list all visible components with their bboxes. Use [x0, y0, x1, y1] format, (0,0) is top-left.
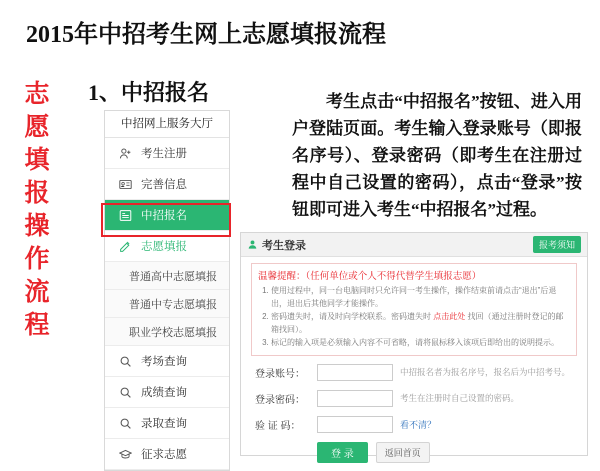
menu-item-complete-info[interactable] — [105, 169, 229, 200]
login-button[interactable]: 登 录 — [317, 442, 368, 463]
vertical-label-char: 志 — [24, 81, 50, 108]
form-row-account — [255, 364, 587, 381]
menu-item-label: 普通高中志愿填报 — [129, 270, 217, 283]
form-row-captcha — [255, 416, 587, 433]
menu-item-label: 普通中专志愿填报 — [129, 298, 217, 311]
menu-item-vocational-volunteer[interactable] — [105, 290, 229, 318]
exam-notice-button[interactable]: 报考须知 — [533, 236, 581, 253]
service-hall-menu — [104, 110, 230, 471]
step-description: 考生点击“中招报名”按钮、进入用户登陆页面。考生输入登录账号（即报名序号）、登录密码（即考生在注册过程中自己设置的密码），点击“登录”按钮即可进入考生“中招报名”过程。 — [292, 92, 582, 219]
vertical-label-char: 作 — [24, 246, 50, 273]
form-row-password — [255, 390, 587, 407]
password-hint: 考生在注册时自己设置的密码。 — [400, 393, 520, 403]
vertical-label-char: 操 — [24, 213, 50, 240]
menu-item-exam-room-query[interactable] — [105, 346, 229, 377]
captcha-label: 验 证 码： — [255, 420, 301, 432]
menu-item-volunteer-fill[interactable] — [105, 231, 229, 262]
form-icon — [119, 209, 141, 222]
password-input[interactable] — [317, 390, 393, 407]
captcha-refresh-link[interactable]: 看不清？ — [400, 419, 437, 430]
password-recover-link[interactable]: 点击此处 — [433, 312, 466, 321]
menu-item-label: 录取查询 — [141, 418, 187, 430]
account-hint: 中招报名者为报名序号，报名后为中招考号。 — [400, 367, 571, 377]
notice-item-text: 密码遗失时，请及时向学校联系。密码遗失时 — [271, 312, 434, 321]
menu-item-label: 志愿填报 — [141, 241, 187, 253]
notice-item-tail: 找回（通过注册时登记的邮箱找回）。 — [271, 312, 564, 334]
vertical-label-char: 报 — [24, 180, 50, 207]
login-form — [241, 356, 587, 463]
menu-item-label: 中招报名 — [141, 210, 187, 222]
id-card-icon — [119, 178, 141, 191]
notice-box — [251, 263, 577, 356]
login-card-title: 考生登录 — [262, 239, 306, 252]
vertical-label-char: 程 — [24, 312, 50, 339]
vertical-label-char: 填 — [24, 147, 50, 174]
user-icon — [247, 239, 258, 250]
vertical-label-char: 流 — [24, 279, 50, 306]
menu-item-highschool-volunteer[interactable] — [105, 262, 229, 290]
edit-icon — [119, 240, 141, 253]
notice-item: 3. 标记的输入项是必须输入内容不可省略，请将鼠标移入该项后即给出的说明提示。 — [271, 337, 570, 350]
cap-icon — [119, 448, 141, 461]
login-button-row — [255, 442, 587, 463]
login-card-header — [241, 233, 587, 257]
search-icon — [119, 386, 141, 399]
menu-item-admission-query[interactable] — [105, 408, 229, 439]
menu-item-register[interactable] — [105, 138, 229, 169]
notice-title: 温馨提醒：（任何单位或个人不得代替学生填报志愿） — [258, 271, 482, 282]
search-icon — [119, 417, 141, 430]
menu-item-label: 成绩查询 — [141, 387, 187, 399]
menu-item-score-query[interactable] — [105, 377, 229, 408]
back-home-button[interactable]: 返回首页 — [376, 442, 430, 463]
notice-item — [271, 311, 570, 336]
student-login-card — [240, 232, 588, 460]
notice-list — [258, 285, 570, 350]
menu-item-label: 完善信息 — [141, 179, 187, 191]
notice-item: 1. 使用过程中，同一台电脑同时只允许同一考生操作，操作结束前请点击“退出”后退出，退出后其他同学才能操作。 — [271, 285, 570, 310]
menu-item-label: 考生注册 — [141, 148, 187, 160]
search-icon — [119, 355, 141, 368]
password-label: 登录密码： — [255, 394, 305, 406]
vertical-process-label — [20, 78, 54, 342]
account-input[interactable] — [317, 364, 393, 381]
menu-header: 中招网上服务大厅 — [105, 111, 229, 138]
step-heading: 1、中招报名 — [88, 80, 210, 105]
captcha-input[interactable] — [317, 416, 393, 433]
menu-item-zhongzhao-signup[interactable] — [105, 200, 229, 231]
vertical-label-char: 愿 — [24, 114, 50, 141]
menu-item-techschool-volunteer[interactable] — [105, 318, 229, 346]
menu-item-label: 职业学校志愿填报 — [129, 326, 217, 339]
user-add-icon — [119, 147, 141, 160]
menu-item-label: 征求志愿 — [141, 449, 187, 461]
page-title: 2015年中招考生网上志愿填报流程 — [26, 22, 386, 48]
account-label: 登录账号： — [255, 368, 305, 380]
menu-item-solicit-volunteer[interactable] — [105, 439, 229, 470]
menu-item-label: 考场查询 — [141, 356, 187, 368]
